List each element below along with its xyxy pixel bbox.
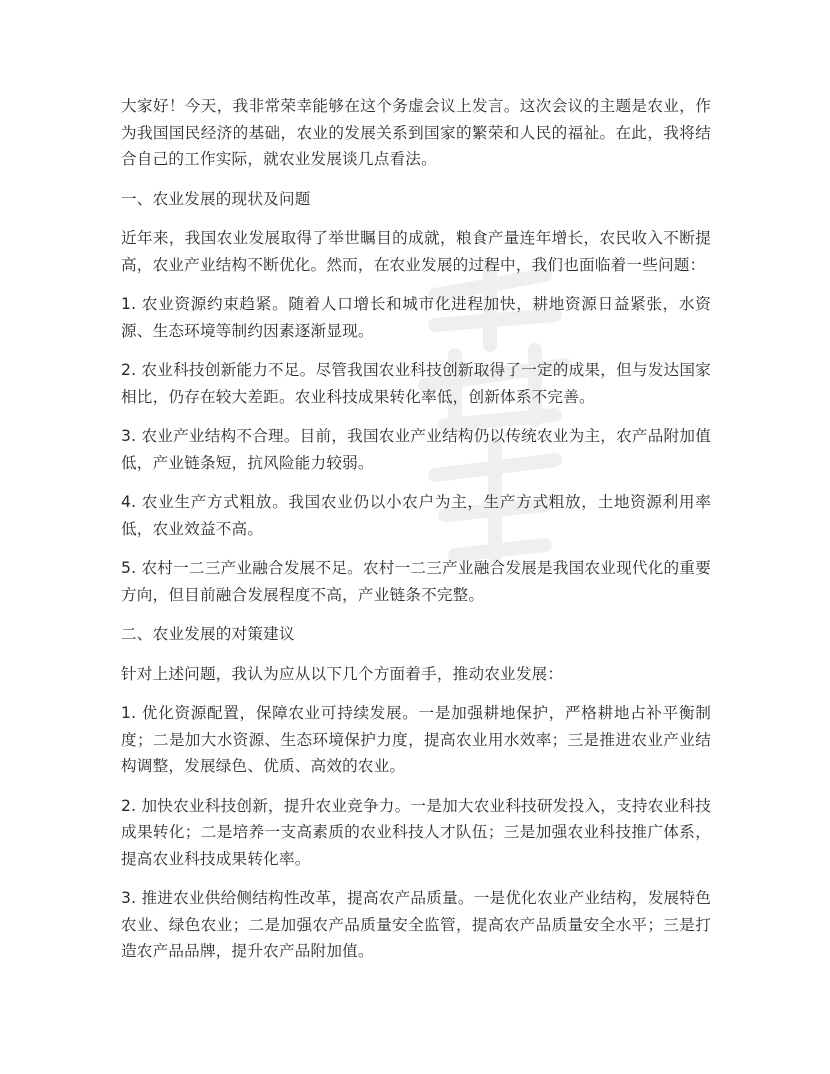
- section-heading-suggestions: 二、农业发展的对策建议: [121, 625, 295, 643]
- list-item: 4. 农业生产方式粗放。我国农业仍以小农户为主，生产方式粗放，土地资源利用率低，农业效益不高。: [121, 493, 711, 538]
- section1-intro: 近年来，我国农业发展取得了举世瞩目的成就，粮食产量连年增长，农民收入不断提高，农业产业结构不断优化。然而，在农业发展的过程中，我们也面临着一些问题：: [121, 229, 711, 274]
- list-item: 5. 农村一二三产业融合发展不足。农村一二三产业融合发展是我国农业现代化的重要方向，但目前融合发展程度不高，产业链条不完整。: [121, 559, 711, 604]
- section-heading-status: 一、农业发展的现状及问题: [121, 189, 311, 208]
- list-item: 3. 农业产业结构不合理。目前，我国农业产业结构仍以传统农业为主，农产品附加值低，产业链条短，抗风险能力较弱。: [121, 427, 711, 472]
- list-item: 2. 加快农业科技创新，提升农业竞争力。一是加大农业科技研发投入，支持农业科技成果转化；二是培养一支高素质的农业科技人才队伍；三是加强农业科技推广体系，提高农业科技成果转化率。: [121, 796, 711, 868]
- list-item: 3. 推进农业供给侧结构性改革，提高农产品质量。一是优化农业产业结构，发展特色农业、绿色农业；二是加强农产品质量安全监管，提高农产品质量安全水平；三是打造农产品品牌，提升农产品附加值。: [121, 889, 711, 960]
- list-item: 1. 优化资源配置，保障农业可持续发展。一是加强耕地保护，严格耕地占补平衡制度；二是加大水资源、生态环境保护力度，提高农业用水效率；三是推进农业产业结构调整，发展绿色、优质、高效的农业。: [121, 704, 711, 775]
- list-item: 1. 农业资源约束趋紧。随着人口增长和城市化进程加快，耕地资源日益紧张，水资源、生态环境等制约因素逐渐显现。: [121, 295, 711, 340]
- intro-paragraph: 大家好！今天，我非常荣幸能够在这个务虚会议上发言。这次会议的主题是农业，作为我国国民经济的基础，农业的发展关系到国家的繁荣和人民的福祉。在此，我将结合自己的工作实际，就农业发展谈几点看法。: [121, 97, 711, 168]
- document-body: [121, 93, 711, 978]
- list-item: 2. 农业科技创新能力不足。尽管我国农业科技创新取得了一定的成果，但与发达国家相比，仍存在较大差距。农业科技成果转化率低，创新体系不完善。: [121, 361, 711, 406]
- section2-intro: 针对上述问题，我认为应从以下几个方面着手，推动农业发展：: [121, 664, 564, 683]
